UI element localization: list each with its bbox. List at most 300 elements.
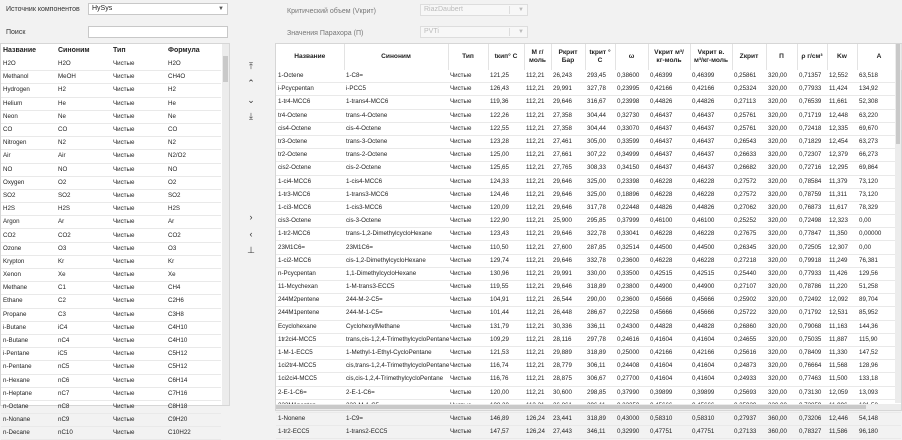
table-cell: 306,11 xyxy=(585,360,615,373)
table-row[interactable] xyxy=(1,387,221,400)
table-cell: trans-3-Octene xyxy=(344,135,448,148)
table-cell: 1tr2ci4-MCC5 xyxy=(276,333,344,346)
table-cell: 0,42166 xyxy=(690,346,732,359)
table-row[interactable] xyxy=(1,229,221,242)
table-row[interactable] xyxy=(1,361,221,374)
table-cell: 0,46437 xyxy=(648,135,690,148)
table-cell: Чистые xyxy=(111,308,166,321)
right-header-cell[interactable]: М г/моль xyxy=(524,44,551,70)
table-cell: Ar xyxy=(56,216,111,229)
table-row[interactable] xyxy=(1,176,221,189)
move-down-icon[interactable]: ⌄ xyxy=(247,95,255,105)
table-cell: 1-ci2-MCC6 xyxy=(276,254,344,267)
table-cell: C2 xyxy=(56,295,111,308)
table-cell: Чистые xyxy=(448,188,488,201)
right-header-cell[interactable]: A xyxy=(857,44,901,70)
table-cell: 112,21 xyxy=(524,122,551,135)
table-cell: 119,36 xyxy=(488,96,524,109)
table-cell: n-Pentane xyxy=(1,361,56,374)
table-cell: 0,58310 xyxy=(648,412,690,425)
table-row[interactable] xyxy=(276,267,901,280)
table-row[interactable] xyxy=(1,150,221,163)
table-cell: 0,46437 xyxy=(648,122,690,135)
table-cell: NO xyxy=(56,163,111,176)
table-cell: 112,21 xyxy=(524,109,551,122)
right-header-cell[interactable]: tкип° С xyxy=(488,44,524,70)
table-cell: Ethane xyxy=(1,295,56,308)
table-cell: i-Pcycpentan xyxy=(276,83,344,96)
table-row[interactable] xyxy=(276,386,901,399)
parachor-label: Значения Парахора (П) xyxy=(287,30,364,37)
table-cell: 0,45666 xyxy=(648,307,690,320)
table-row[interactable] xyxy=(276,83,901,96)
table-cell: 129,74 xyxy=(488,254,524,267)
table-cell: Чистые xyxy=(111,216,166,229)
right-scrollbar[interactable] xyxy=(895,44,901,403)
left-scroll-thumb[interactable] xyxy=(223,56,228,82)
table-row[interactable] xyxy=(1,203,221,216)
table-row[interactable] xyxy=(276,426,901,439)
table-cell: 0,47751 xyxy=(648,426,690,439)
table-cell: iC4 xyxy=(56,321,111,334)
table-cell: 0,79918 xyxy=(797,254,827,267)
table-cell: 244-M-1-C5= xyxy=(344,307,448,320)
table-cell: 0,25324 xyxy=(732,83,766,96)
table-cell: 0,73130 xyxy=(797,386,827,399)
table-cell: 320,00 xyxy=(766,188,797,201)
table-cell: 69,670 xyxy=(857,122,901,135)
source-select[interactable] xyxy=(88,3,228,15)
table-row[interactable] xyxy=(1,334,221,347)
table-cell: Krypton xyxy=(1,255,56,268)
table-row[interactable] xyxy=(276,215,901,228)
table-cell: 0,42166 xyxy=(648,346,690,359)
table-cell: 12,059 xyxy=(827,386,857,399)
table-cell: 0,18896 xyxy=(615,188,648,201)
table-cell: 11,249 xyxy=(827,254,857,267)
table-cell: 112,21 xyxy=(524,96,551,109)
table-cell: Чистые xyxy=(111,387,166,400)
table-cell: 307,22 xyxy=(585,149,615,162)
table-cell: 54,148 xyxy=(857,412,901,425)
table-cell: 0,25902 xyxy=(732,294,766,307)
table-cell: 0,25000 xyxy=(615,346,648,359)
table-cell: 0,72492 xyxy=(797,294,827,307)
table-row[interactable] xyxy=(276,162,901,175)
table-row[interactable] xyxy=(1,348,221,361)
table-cell: trans-4-Octene xyxy=(344,109,448,122)
table-cell: Чистые xyxy=(448,175,488,188)
move-up-icon[interactable]: ⌃ xyxy=(247,78,255,88)
table-cell: 0,43000 xyxy=(615,412,648,425)
table-cell: 131,79 xyxy=(488,320,524,333)
table-cell: 0,41604 xyxy=(690,373,732,386)
table-cell: 304,44 xyxy=(585,122,615,135)
table-row[interactable] xyxy=(276,412,901,425)
table-cell: 11,500 xyxy=(827,373,857,386)
table-cell: 29,991 xyxy=(551,83,585,96)
table-cell: 130,96 xyxy=(488,267,524,280)
table-cell: 27,461 xyxy=(551,135,585,148)
table-cell: 320,00 xyxy=(766,346,797,359)
table-cell: 29,646 xyxy=(551,188,585,201)
table-cell: C7H16 xyxy=(166,387,221,400)
table-cell: 52,308 xyxy=(857,96,901,109)
table-cell: 12,552 xyxy=(827,70,857,83)
table-cell: 320,00 xyxy=(766,96,797,109)
table-row[interactable] xyxy=(276,175,901,188)
table-cell: 27,443 xyxy=(551,426,585,439)
clear-icon[interactable]: ⊥ xyxy=(247,245,255,255)
table-cell: 0,46437 xyxy=(690,149,732,162)
left-header-cell[interactable]: Синоним xyxy=(58,47,90,54)
table-row[interactable] xyxy=(276,346,901,359)
table-cell: H2 xyxy=(56,84,111,97)
left-header-cell[interactable]: Формула xyxy=(168,47,200,54)
table-cell: 112,21 xyxy=(524,333,551,346)
table-cell: 66,273 xyxy=(857,149,901,162)
crit-label: Критический объем (Vкрит) xyxy=(287,8,376,15)
table-cell: O2 xyxy=(166,176,221,189)
table-row[interactable] xyxy=(1,189,221,202)
table-cell: 0,24616 xyxy=(615,333,648,346)
table-cell: 29,646 xyxy=(551,254,585,267)
table-row[interactable] xyxy=(276,360,901,373)
table-cell: 85,952 xyxy=(857,307,901,320)
chevron-down-icon: ▼ xyxy=(218,6,224,12)
table-cell: 112,21 xyxy=(524,228,551,241)
parachor-select[interactable] xyxy=(420,26,528,38)
table-cell: 112,21 xyxy=(524,241,551,254)
table-row[interactable] xyxy=(276,201,901,214)
table-cell: Чистые xyxy=(111,84,166,97)
table-cell: n-Decane xyxy=(1,427,56,440)
table-cell: Kr xyxy=(166,255,221,268)
table-cell: 123,43 xyxy=(488,228,524,241)
table-cell: 322,78 xyxy=(585,228,615,241)
table-cell: Air xyxy=(1,150,56,163)
table-cell: Xe xyxy=(166,269,221,282)
table-cell: 0,24873 xyxy=(732,360,766,373)
table-row[interactable] xyxy=(276,294,901,307)
table-cell: 112,21 xyxy=(524,386,551,399)
table-cell: 0,78759 xyxy=(797,188,827,201)
table-cell: 320,00 xyxy=(766,281,797,294)
table-row[interactable] xyxy=(276,241,901,254)
table-cell: CH4O xyxy=(166,71,221,84)
table-row[interactable] xyxy=(276,281,901,294)
table-row[interactable] xyxy=(1,123,221,136)
move-last-icon[interactable]: ⤓ xyxy=(249,111,253,121)
right-header-cell[interactable]: Vкрит м³/кг-моль xyxy=(648,44,690,70)
table-cell: 12,379 xyxy=(827,149,857,162)
table-cell: Чистые xyxy=(448,109,488,122)
table-cell: Чистые xyxy=(111,334,166,347)
right-header-cell[interactable]: Название xyxy=(276,44,344,70)
left-header-cell[interactable]: Название xyxy=(3,47,37,54)
table-cell: 30,600 xyxy=(551,386,585,399)
table-cell: 0,27700 xyxy=(615,373,648,386)
table-cell: 0,78327 xyxy=(797,426,827,439)
table-cell: 12,335 xyxy=(827,122,857,135)
table-cell: 0,78409 xyxy=(797,346,827,359)
table-cell: nC6 xyxy=(56,374,111,387)
table-row[interactable] xyxy=(1,308,221,321)
table-cell: 11,311 xyxy=(827,188,857,201)
table-row[interactable] xyxy=(1,295,221,308)
table-cell: 320,00 xyxy=(766,333,797,346)
table-cell: trans-1,2-DimethylcycloHexane xyxy=(344,228,448,241)
table-row[interactable] xyxy=(1,269,221,282)
table-cell: cis3-Octene xyxy=(276,215,344,228)
table-cell: 1-C9= xyxy=(344,412,448,425)
table-cell: 23M1C6= xyxy=(344,241,448,254)
table-row[interactable] xyxy=(1,427,221,440)
table-cell: 0,25761 xyxy=(732,122,766,135)
table-cell: 112,21 xyxy=(524,188,551,201)
table-cell: cis,trans-1,2,4-TrimethylcycloPentane xyxy=(344,360,448,373)
table-cell: 330,00 xyxy=(585,267,615,280)
table-cell: 11,568 xyxy=(827,360,857,373)
table-cell: 1-M-1-ECC5 xyxy=(276,346,344,359)
table-cell: 0,33070 xyxy=(615,122,648,135)
table-cell: 0,41604 xyxy=(690,360,732,373)
right-h-scrollbar[interactable] xyxy=(276,404,901,410)
table-cell: 126,24 xyxy=(524,412,551,425)
table-cell: 73,120 xyxy=(857,175,901,188)
table-cell: 0,23600 xyxy=(615,294,648,307)
table-cell: cis,cis-1,2,4-TrimethylcycloPentane xyxy=(344,373,448,386)
table-cell: Чистые xyxy=(448,426,488,439)
right-header-cell[interactable]: Kw xyxy=(827,44,857,70)
table-row[interactable] xyxy=(1,374,221,387)
right-header-cell[interactable]: Zкрит xyxy=(732,44,766,70)
table-row[interactable] xyxy=(276,320,901,333)
table-cell: 27,358 xyxy=(551,109,585,122)
table-row[interactable] xyxy=(1,163,221,176)
table-cell: SO2 xyxy=(166,189,221,202)
table-cell: 11,163 xyxy=(827,320,857,333)
table-cell: Чистые xyxy=(448,201,488,214)
table-row[interactable] xyxy=(276,188,901,201)
table-cell: 320,00 xyxy=(766,215,797,228)
table-cell: 244-M-2-C5= xyxy=(344,294,448,307)
table-cell: cis-2-Octene xyxy=(344,162,448,175)
table-cell: 244M1pentene xyxy=(276,307,344,320)
table-cell: 11,617 xyxy=(827,201,857,214)
table-row[interactable] xyxy=(1,137,221,150)
table-cell: Чистые xyxy=(448,294,488,307)
table-row[interactable] xyxy=(1,400,221,413)
table-cell: 0,72716 xyxy=(797,162,827,175)
table-cell: nC10 xyxy=(56,427,111,440)
table-cell: Чистые xyxy=(111,189,166,202)
table-cell: Чистые xyxy=(111,137,166,150)
search-input[interactable] xyxy=(88,26,228,38)
table-cell: Чистые xyxy=(448,412,488,425)
table-cell: H2 xyxy=(166,84,221,97)
remove-icon[interactable]: ‹ xyxy=(249,229,253,239)
table-cell: H2O xyxy=(1,58,56,71)
table-row[interactable] xyxy=(276,149,901,162)
table-cell: 0,42515 xyxy=(648,267,690,280)
table-cell: i-Butane xyxy=(1,321,56,334)
table-cell: 11,426 xyxy=(827,267,857,280)
table-cell: 63,518 xyxy=(857,70,901,83)
table-cell: Ne xyxy=(166,110,221,123)
table-cell: 13,093 xyxy=(857,386,901,399)
table-row[interactable] xyxy=(276,70,901,83)
table-cell: 318,89 xyxy=(585,346,615,359)
table-cell: 0,42515 xyxy=(690,267,732,280)
table-row[interactable] xyxy=(276,307,901,320)
table-row[interactable] xyxy=(1,321,221,334)
table-cell: 63,273 xyxy=(857,135,901,148)
table-cell: 0,44828 xyxy=(690,320,732,333)
table-cell: 320,00 xyxy=(766,175,797,188)
right-header-cell[interactable]: ρ г/см³ xyxy=(797,44,827,70)
table-cell: 27,600 xyxy=(551,241,585,254)
table-cell: 12,531 xyxy=(827,307,857,320)
table-cell: CO2 xyxy=(56,229,111,242)
table-row[interactable] xyxy=(1,242,221,255)
table-cell: 124,33 xyxy=(488,175,524,188)
table-row[interactable] xyxy=(1,255,221,268)
table-cell: 0,26633 xyxy=(732,149,766,162)
table-cell: 286,67 xyxy=(585,307,615,320)
crit-select[interactable] xyxy=(420,4,528,16)
table-cell: 0,46437 xyxy=(690,109,732,122)
right-header-cell[interactable]: Vкрит в. м³/кг-моль xyxy=(690,44,732,70)
table-row[interactable] xyxy=(1,414,221,427)
table-cell: Hydrogen xyxy=(1,84,56,97)
table-cell: 112,21 xyxy=(524,83,551,96)
table-cell: Чистые xyxy=(111,321,166,334)
table-cell: 0,75035 xyxy=(797,333,827,346)
table-cell: Чистые xyxy=(448,70,488,83)
table-cell: 11,887 xyxy=(827,333,857,346)
right-header-cell[interactable]: П xyxy=(766,44,797,70)
table-cell: 320,00 xyxy=(766,83,797,96)
table-cell: 0,46228 xyxy=(690,254,732,267)
table-cell: 320,00 xyxy=(766,135,797,148)
table-cell: 318,89 xyxy=(585,281,615,294)
table-cell: 0,33041 xyxy=(615,228,648,241)
table-cell: 128,96 xyxy=(857,360,901,373)
move-first-icon[interactable]: ⤒ xyxy=(249,61,253,71)
table-cell: 29,646 xyxy=(551,175,585,188)
table-cell: 0,46228 xyxy=(648,188,690,201)
table-row[interactable] xyxy=(1,216,221,229)
table-cell: 304,44 xyxy=(585,109,615,122)
table-cell: 27,661 xyxy=(551,149,585,162)
table-cell: 11,350 xyxy=(827,228,857,241)
table-cell: 293,45 xyxy=(585,70,615,83)
table-row[interactable] xyxy=(1,97,221,110)
table-row[interactable] xyxy=(276,109,901,122)
table-cell: O2 xyxy=(56,176,111,189)
table-cell: Чистые xyxy=(448,122,488,135)
table-cell: 0,24933 xyxy=(732,373,766,386)
table-row[interactable] xyxy=(276,135,901,148)
table-cell: 0,76664 xyxy=(797,360,827,373)
table-cell: 1-M-trans3-ECC5 xyxy=(344,281,448,294)
table-cell: 0,25861 xyxy=(732,70,766,83)
table-cell: 0,45666 xyxy=(690,294,732,307)
table-cell: Чистые xyxy=(111,282,166,295)
table-cell: 0,24655 xyxy=(732,333,766,346)
table-cell: 0,27675 xyxy=(732,228,766,241)
table-cell: 0,27113 xyxy=(732,96,766,109)
table-row[interactable] xyxy=(276,254,901,267)
table-row[interactable] xyxy=(276,333,901,346)
table-cell: CO xyxy=(56,123,111,136)
table-cell: 29,646 xyxy=(551,96,585,109)
table-cell: trans,cis-1,2,4-TrimethylcycloPentane xyxy=(344,333,448,346)
table-cell: 109,29 xyxy=(488,333,524,346)
table-cell: 320,00 xyxy=(766,294,797,307)
table-cell: Чистые xyxy=(448,135,488,148)
table-cell: 297,78 xyxy=(585,333,615,346)
table-row[interactable] xyxy=(276,96,901,109)
table-cell: C4H10 xyxy=(166,334,221,347)
table-row[interactable] xyxy=(276,228,901,241)
table-cell: NO xyxy=(166,163,221,176)
table-cell: 101,44 xyxy=(488,307,524,320)
right-header-cell[interactable]: ω xyxy=(615,44,648,70)
table-cell: C2H6 xyxy=(166,295,221,308)
table-cell: 0,46437 xyxy=(690,162,732,175)
table-cell: 0,32730 xyxy=(615,109,648,122)
table-cell: Чистые xyxy=(111,150,166,163)
table-row[interactable] xyxy=(1,282,221,295)
right-header-cell[interactable]: tкрит ° С xyxy=(585,44,615,70)
table-cell: Ecyclohexane xyxy=(276,320,344,333)
table-row[interactable] xyxy=(276,373,901,386)
table-cell: 30,336 xyxy=(551,320,585,333)
table-cell: 332,78 xyxy=(585,254,615,267)
table-cell: 0,46228 xyxy=(690,175,732,188)
table-cell: 115,90 xyxy=(857,333,901,346)
left-scrollbar[interactable] xyxy=(222,44,229,405)
search-label: Поиск xyxy=(6,29,26,36)
right-header-cell[interactable]: Синоним xyxy=(344,44,448,70)
table-cell: 104,91 xyxy=(488,294,524,307)
table-row[interactable] xyxy=(1,110,221,123)
table-cell: 0,27572 xyxy=(732,175,766,188)
table-row[interactable] xyxy=(1,84,221,97)
table-row[interactable] xyxy=(1,58,221,71)
table-cell: 0,79068 xyxy=(797,320,827,333)
right-header-cell[interactable]: Тип xyxy=(448,44,488,70)
table-row[interactable] xyxy=(1,71,221,84)
table-row[interactable] xyxy=(276,122,901,135)
table-cell: 0,58310 xyxy=(690,412,732,425)
left-header-cell[interactable]: Тип xyxy=(113,47,126,54)
right-header-cell[interactable]: Pкрит Бар xyxy=(551,44,585,70)
table-cell: 29,889 xyxy=(551,346,585,359)
add-icon[interactable]: › xyxy=(249,212,253,222)
table-cell: 320,00 xyxy=(766,360,797,373)
table-cell: 28,116 xyxy=(551,333,585,346)
table-cell: Helium xyxy=(1,97,56,110)
table-cell: 320,00 xyxy=(766,386,797,399)
table-cell: 0,44826 xyxy=(690,96,732,109)
table-cell: 0,27133 xyxy=(732,426,766,439)
table-cell: 116,74 xyxy=(488,360,524,373)
table-cell: 320,00 xyxy=(766,122,797,135)
table-cell: 0,45666 xyxy=(648,294,690,307)
